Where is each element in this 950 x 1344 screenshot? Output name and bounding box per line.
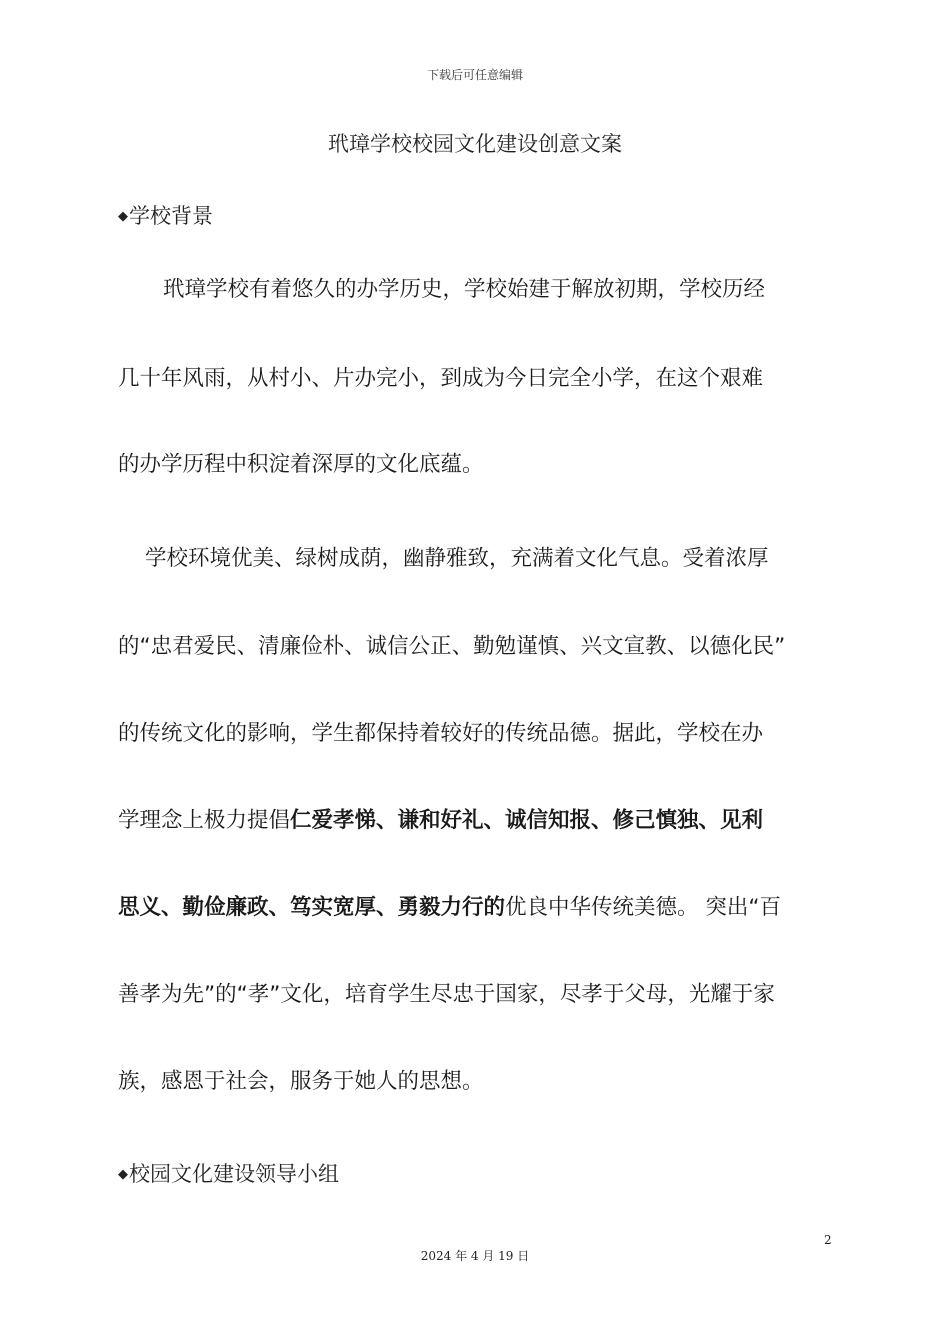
section-heading-label: 校园文化建设领导小组	[129, 1162, 339, 1186]
footer-date: 2024 年 4 月 19 日	[420, 1249, 530, 1263]
bold-virtues-text: 仁爱孝悌、谦和好礼、诚信知报、修己慎独、见利	[290, 808, 764, 833]
paragraph-line: 几十年风雨，从村小、片办完小，到成为今日完全小学，在这个艰难	[118, 366, 764, 391]
paragraph-line: 的传统文化的影响，学生都保持着较好的传统品德。据此，学校在办	[118, 721, 764, 746]
bold-virtues-text: 思义、勤俭廉政、笃实宽厚、勇毅力行的	[118, 895, 506, 920]
document-title: 玳璋学校校园文化建设创意文案	[328, 132, 622, 156]
paragraph-line: 玳璋学校有着悠久的办学历史，学校始建于解放初期，学校历经	[163, 277, 766, 302]
plain-text: 优良中华传统美德。 突出“百	[505, 895, 781, 920]
paragraph-line: 学校环境优美、绿树成荫，幽静雅致，充满着文化气息。受着浓厚	[145, 546, 769, 571]
plain-text: 学理念上极力提倡	[118, 808, 291, 833]
section-heading-label: 学校背景	[129, 204, 213, 228]
paragraph-line	[118, 803, 838, 834]
paragraph-line: 的“忠君爱民、清廉俭朴、诚信公正、勤勉谨慎、兴文宣教、以德化民”	[118, 634, 786, 659]
page-header: 下载后可任意编辑	[426, 68, 523, 82]
paragraph-line	[118, 890, 838, 921]
section-heading-leadership-group	[118, 1158, 339, 1188]
diamond-bullet-icon: ◆	[118, 209, 128, 224]
section-heading-school-background	[118, 200, 213, 230]
paragraph-line: 善孝为先”的“孝”文化，培育学生尽忠于国家，尽孝于父母，光耀于家	[118, 982, 775, 1007]
paragraph-line: 族，感恩于社会，服务于她人的思想。	[118, 1069, 484, 1094]
page-number: 2	[824, 1233, 832, 1247]
diamond-bullet-icon: ◆	[118, 1167, 128, 1182]
paragraph-line: 的办学历程中积淀着深厚的文化底蕴。	[118, 452, 484, 477]
